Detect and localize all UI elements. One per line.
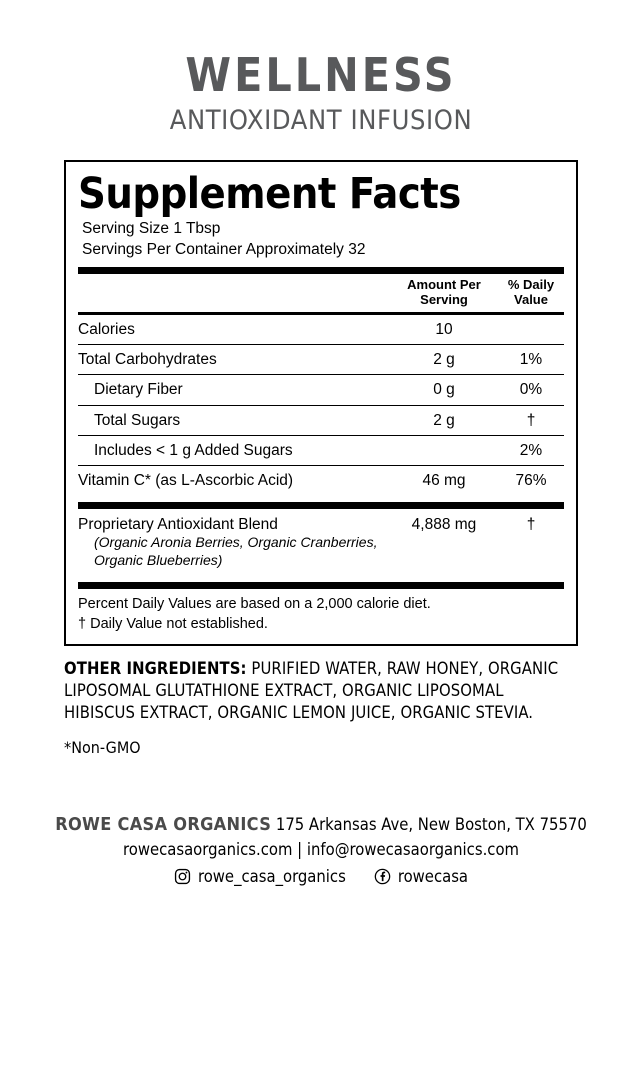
- footnotes: [78, 589, 564, 634]
- nutrient-name: Calories: [78, 320, 135, 338]
- servings-per-container: Servings Per Container Approximately 32: [82, 240, 366, 258]
- nutrition-row: [78, 375, 564, 404]
- instagram-handle[interactable]: rowe_casa_organics: [197, 866, 346, 886]
- nutrient-amount: 2 g: [433, 411, 455, 429]
- product-title: WELLNESS: [185, 48, 457, 102]
- non-gmo-note: *Non-GMO: [64, 737, 141, 757]
- other-ingredients: [64, 658, 578, 723]
- nutrition-row: [78, 345, 564, 374]
- nutrition-row: [78, 406, 564, 435]
- nutrient-amount: 46 mg: [422, 472, 466, 490]
- supplement-facts-panel: [64, 160, 578, 647]
- blend-dv: †: [526, 515, 536, 533]
- nutrition-row: [78, 315, 564, 344]
- blend-ingredients-line2: Organic Blueberries): [94, 551, 223, 568]
- divider-thick-bottom: [78, 582, 564, 589]
- company-name: ROWE CASA ORGANICS: [55, 813, 272, 835]
- nutrient-name: Vitamin C* (as L-Ascorbic Acid): [78, 472, 294, 490]
- footer-web-email[interactable]: rowecasaorganics.com | info@rowecasaorganics.com: [123, 839, 519, 859]
- nutrient-amount: 2 g: [433, 350, 455, 368]
- nutrient-name: Total Sugars: [94, 411, 181, 429]
- other-ingredients-label: OTHER INGREDIENTS:: [64, 659, 247, 679]
- column-header-dv-line1: % Daily: [507, 276, 555, 292]
- instagram-icon[interactable]: [174, 868, 191, 885]
- blend-ingredients: [78, 534, 564, 576]
- supplement-facts-title: Supplement Facts: [78, 168, 461, 219]
- nutrition-row: [78, 466, 564, 495]
- nutrient-dv: †: [526, 411, 536, 429]
- nutrient-amount: 0 g: [433, 381, 455, 399]
- nutrient-dv: 76%: [515, 472, 547, 490]
- blend-ingredients-line1: (Organic Aronia Berries, Organic Cranberries,: [94, 534, 378, 551]
- nutrient-dv: 2%: [519, 442, 543, 460]
- footer-company-line: [40, 813, 602, 836]
- nutrition-column-headers: [78, 274, 564, 312]
- column-header-amount-line2: Serving: [420, 291, 468, 307]
- divider-thick-top: [78, 267, 564, 274]
- column-header-amount-line1: Amount Per: [407, 276, 481, 292]
- nutrient-dv: 0%: [519, 381, 543, 399]
- product-subtitle: ANTIOXIDANT INFUSION: [169, 105, 473, 136]
- column-header-dv-line2: Value: [514, 291, 548, 307]
- nutrient-amount: 10: [435, 320, 453, 338]
- blend-amount: 4,888 mg: [411, 515, 477, 533]
- nutrient-name: Total Carbohydrates: [78, 350, 217, 368]
- nutrient-name: Dietary Fiber: [94, 381, 183, 399]
- facebook-handle[interactable]: rowecasa: [397, 866, 469, 886]
- footer-social-links: [40, 867, 602, 886]
- divider-thick-blend-top: [78, 502, 564, 509]
- proprietary-blend-row: [78, 509, 564, 534]
- company-address: 175 Arkansas Ave, New Boston, TX 75570: [271, 814, 587, 834]
- blend-name: Proprietary Antioxidant Blend: [78, 515, 278, 533]
- company-footer: [40, 813, 602, 886]
- footnote-dagger: † Daily Value not established.: [78, 615, 268, 632]
- serving-size: Serving Size 1 Tbsp: [82, 219, 221, 237]
- product-header: [0, 0, 642, 136]
- other-ingredients-text: PURIFIED WATER, RAW HONEY, ORGANIC LIPOSOMAL GLUTATHIONE EXTRACT, ORGANIC LIPOSOMAL HIBISCUS EXTRACT, ORGANIC LEMON JUICE, ORGANIC STEVIA.: [64, 659, 559, 722]
- nutrition-row: [78, 436, 564, 465]
- nutrient-name: Includes < 1 g Added Sugars: [94, 442, 293, 460]
- nutrient-dv: 1%: [519, 350, 543, 368]
- facebook-icon[interactable]: [374, 868, 391, 885]
- footnote-daily-values: Percent Daily Values are based on a 2,000 calorie diet.: [78, 596, 431, 613]
